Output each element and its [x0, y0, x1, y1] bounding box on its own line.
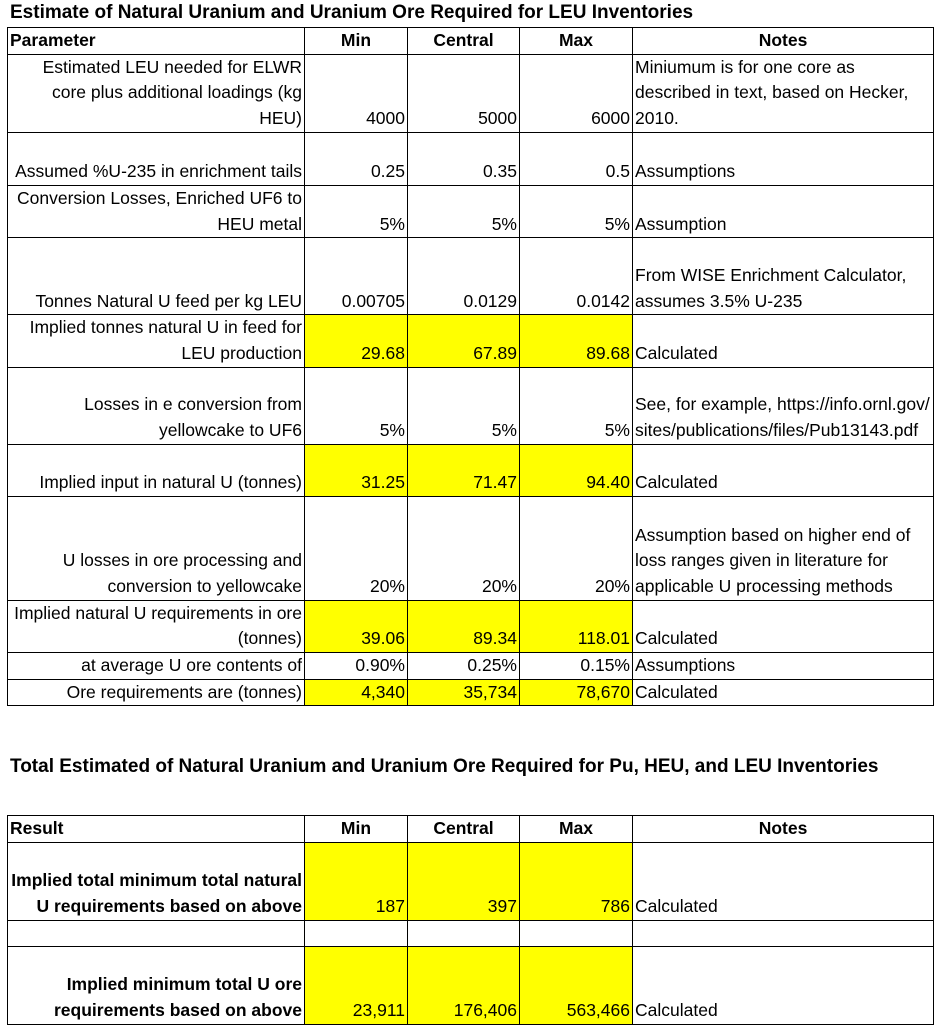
table-row: [8, 132, 934, 185]
row-parameter: Implied input in natural U (tonnes): [8, 444, 305, 496]
row-min: 20%: [305, 496, 408, 600]
row-min: [305, 920, 408, 946]
row-min: 4000: [305, 54, 408, 132]
row-max: 89.68: [520, 315, 633, 367]
row-max: 94.40: [520, 444, 633, 496]
table-row: [8, 653, 934, 680]
row-max: 78,670: [520, 679, 633, 706]
row-parameter: U losses in ore processing and conversion to yellowcake: [8, 496, 305, 600]
row-min: 0.00705: [305, 238, 408, 315]
row-min: 0.25: [305, 132, 408, 185]
row-notes: Assumptions: [633, 653, 934, 680]
row-result: [8, 920, 305, 946]
row-notes: [633, 920, 934, 946]
row-max: 563,466: [520, 946, 633, 1024]
row-central: 67.89: [408, 315, 520, 367]
row-notes: Miniumum is for one core as described in text, based on Hecker, 2010.: [633, 54, 934, 132]
row-parameter: Losses in e conversion from yellowcake to UF6: [8, 367, 305, 444]
row-parameter: Tonnes Natural U feed per kg LEU: [8, 238, 305, 315]
row-max: 118.01: [520, 600, 633, 652]
row-notes: Calculated: [633, 946, 934, 1024]
table-row: [8, 54, 934, 132]
header-min: Min: [305, 816, 408, 843]
row-notes: Calculated: [633, 679, 934, 706]
header-max: Max: [520, 28, 633, 55]
row-central: 35,734: [408, 679, 520, 706]
row-central: 0.0129: [408, 238, 520, 315]
table-row: [8, 842, 934, 920]
row-central: 176,406: [408, 946, 520, 1024]
row-notes: Assumption: [633, 185, 934, 237]
section1-title: Estimate of Natural Uranium and Uranium Ore Required for LEU Inventories: [10, 2, 694, 23]
table-row: [8, 496, 934, 600]
header-result: Result: [8, 816, 305, 843]
row-central: 5%: [408, 185, 520, 237]
table-row: [8, 238, 934, 315]
row-central: 71.47: [408, 444, 520, 496]
row-min: 39.06: [305, 600, 408, 652]
table-row: [8, 946, 934, 1024]
row-central: 20%: [408, 496, 520, 600]
table-row-blank: [8, 920, 934, 946]
row-max: [520, 920, 633, 946]
row-max: 0.5: [520, 132, 633, 185]
row-notes: Calculated: [633, 444, 934, 496]
row-max: 6000: [520, 54, 633, 132]
row-max: 0.15%: [520, 653, 633, 680]
row-central: 0.35: [408, 132, 520, 185]
row-notes: See, for example, https://info.ornl.gov/sites/publications/files/Pub13143.pdf: [633, 367, 934, 444]
row-max: 5%: [520, 185, 633, 237]
row-result: Implied minimum total U ore requirements based on above: [8, 946, 305, 1024]
row-notes: Assumptions: [633, 132, 934, 185]
header-max: Max: [520, 816, 633, 843]
row-central: 0.25%: [408, 653, 520, 680]
row-central: [408, 920, 520, 946]
row-min: 31.25: [305, 444, 408, 496]
row-parameter: Implied tonnes natural U in feed for LEU production: [8, 315, 305, 367]
section2-title: Total Estimated of Natural Uranium and Uranium Ore Required for Pu, HEU, and LEU Inventories: [10, 756, 879, 777]
row-max: 5%: [520, 367, 633, 444]
row-parameter: at average U ore contents of: [8, 653, 305, 680]
row-central: 5%: [408, 367, 520, 444]
row-max: 20%: [520, 496, 633, 600]
row-notes: Calculated: [633, 315, 934, 367]
table-row: [8, 367, 934, 444]
table-row: [8, 600, 934, 652]
row-parameter: Assumed %U-235 in enrichment tails: [8, 132, 305, 185]
row-parameter: Implied natural U requirements in ore (tonnes): [8, 600, 305, 652]
header-parameter: Parameter: [8, 28, 305, 55]
row-central: 5000: [408, 54, 520, 132]
row-notes: Assumption based on higher end of loss ranges given in literature for applicable U processing methods: [633, 496, 934, 600]
row-result: Implied total minimum total natural U requirements based on above: [8, 842, 305, 920]
leu-estimate-table: [7, 27, 934, 706]
row-notes: Calculated: [633, 842, 934, 920]
row-central: 89.34: [408, 600, 520, 652]
row-central: 397: [408, 842, 520, 920]
table-row: [8, 444, 934, 496]
header-min: Min: [305, 28, 408, 55]
header-central: Central: [408, 816, 520, 843]
row-notes: Calculated: [633, 600, 934, 652]
row-parameter: Ore requirements are (tonnes): [8, 679, 305, 706]
row-min: 29.68: [305, 315, 408, 367]
header-notes: Notes: [633, 816, 934, 843]
header-notes: Notes: [633, 28, 934, 55]
row-parameter: Conversion Losses, Enriched UF6 to HEU metal: [8, 185, 305, 237]
table-row: [8, 679, 934, 706]
row-parameter: Estimated LEU needed for ELWR core plus additional loadings (kg HEU): [8, 54, 305, 132]
header-row: [8, 816, 934, 843]
row-notes: From WISE Enrichment Calculator, assumes 3.5% U-235: [633, 238, 934, 315]
row-min: 5%: [305, 185, 408, 237]
table-row: [8, 185, 934, 237]
table-row: [8, 315, 934, 367]
row-min: 5%: [305, 367, 408, 444]
row-max: 0.0142: [520, 238, 633, 315]
row-min: 187: [305, 842, 408, 920]
header-central: Central: [408, 28, 520, 55]
row-min: 23,911: [305, 946, 408, 1024]
header-row: [8, 28, 934, 55]
total-estimate-table: [7, 815, 934, 1025]
row-min: 4,340: [305, 679, 408, 706]
row-max: 786: [520, 842, 633, 920]
row-min: 0.90%: [305, 653, 408, 680]
